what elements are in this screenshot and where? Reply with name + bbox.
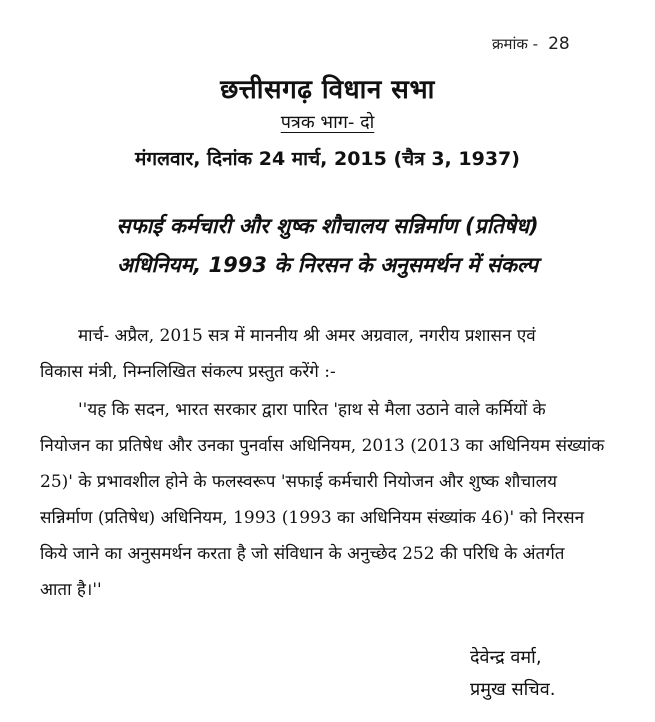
resolution-line: नियोजन का प्रतिषेध और उनका पुनर्वास अधिनियम, 2013 (2013 का अधिनियम संख्यांक <box>40 436 605 456</box>
signatory-designation: प्रमुख सचिव. <box>470 679 556 700</box>
assembly-title: छत्तीसगढ़ विधान सभा <box>220 75 435 105</box>
resolution-line: 25)' के प्रभावशील होने के फलस्वरूप 'सफाई कर्मचारी नियोजन और शुष्क शौचालय <box>40 472 558 492</box>
date-line: मंगलवार, दिनांक 24 मार्च, 2015 (चैत्र 3, 1937) <box>135 148 520 170</box>
resolution-line: आता है।'' <box>40 580 102 600</box>
resolution-heading-line1: सफाई कर्मचारी और शुष्क शौचालय सन्निर्माण (प्रतिषेध) <box>116 214 539 238</box>
intro-line: मार्च- अप्रैल, 2015 सत्र में माननीय श्री अमर अग्रवाल, नगरीय प्रशासन एवं <box>78 326 536 346</box>
intro-line: विकास मंत्री, निम्नलिखित संकल्प प्रस्तुत करेंगे :- <box>40 362 336 382</box>
resolution-paragraph <box>40 392 620 608</box>
bulletin-part-label: पत्रक भाग- दो <box>280 112 375 133</box>
serial-value: 28 <box>548 34 570 54</box>
intro-paragraph <box>40 318 620 390</box>
signatory-name: देवेन्द्र वर्मा, <box>470 647 542 668</box>
serial-number <box>492 34 570 54</box>
serial-label: क्रमांक - <box>492 35 539 53</box>
resolution-heading-line2: अधिनियम, 1993 के निरसन के अनुसमर्थन में संकल्प <box>117 253 538 277</box>
resolution-line: सन्निर्माण (प्रतिषेध) अधिनियम, 1993 (1993 का अधिनियम संख्यांक 46)' को निरसन <box>40 508 585 528</box>
resolution-line: ''यह कि सदन, भारत सरकार द्वारा पारित 'हाथ से मैला उठाने वाले कर्मियों के <box>78 400 546 420</box>
resolution-line: किये जाने का अनुसमर्थन करता है जो संविधान के अनुच्छेद 252 की परिधि के अंतर्गत <box>40 544 565 564</box>
bulletin-part <box>0 110 655 134</box>
